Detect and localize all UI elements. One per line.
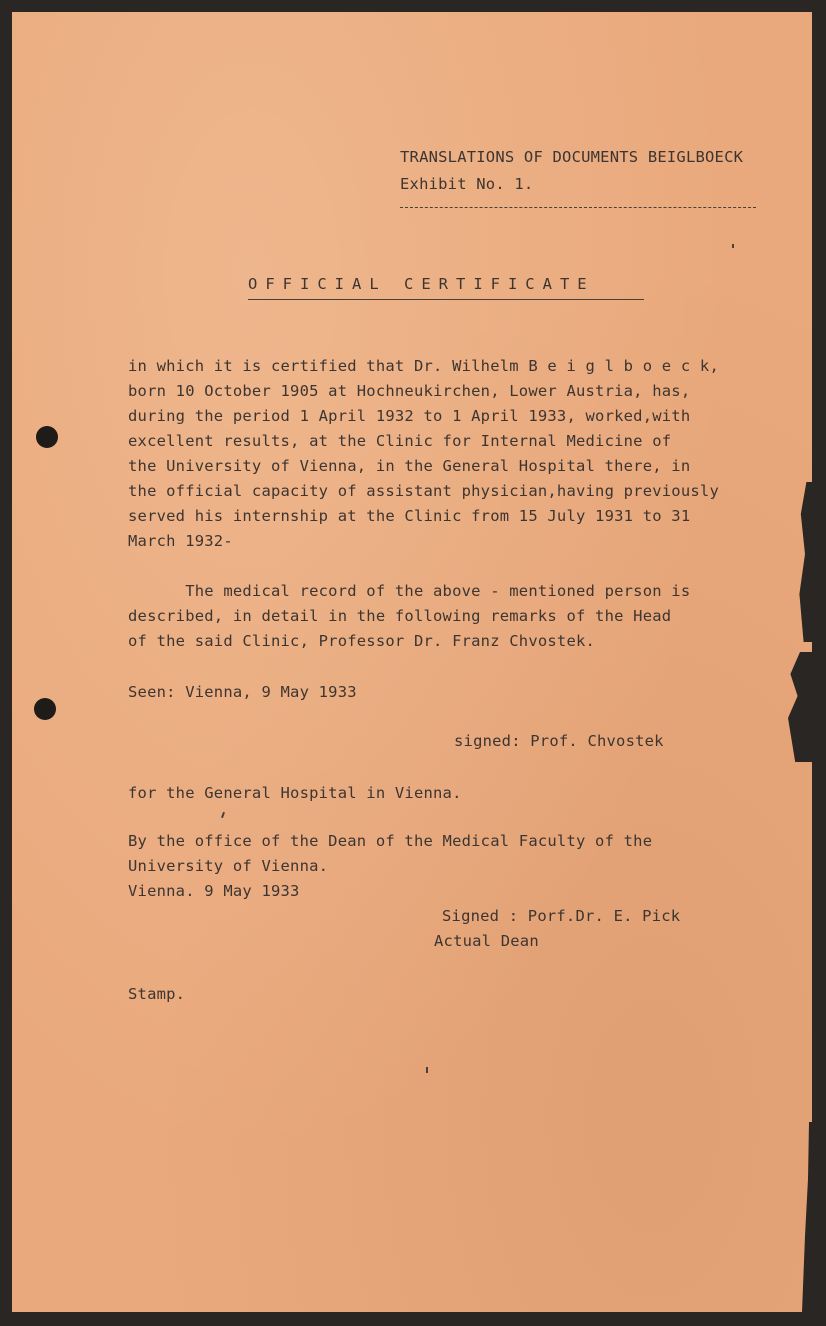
body-line: the University of Vienna, in the General Hospital there, in (128, 457, 691, 475)
punch-hole-bottom (34, 698, 56, 720)
stamp-note: Stamp. (128, 985, 186, 1003)
actual-dean: Actual Dean (434, 932, 539, 950)
body-line: born 10 October 1905 at Hochneukirchen, Lower Austria, has, (128, 382, 691, 400)
body-line: excellent results, at the Clinic for Internal Medicine of (128, 432, 672, 450)
body-line: March 1932- (128, 532, 233, 550)
seen-line: Seen: Vienna, 9 May 1933 (128, 683, 357, 701)
signature-pick: Signed : Porf.Dr. E. Pick (442, 907, 681, 925)
exhibit-number: Exhibit No. 1. (400, 175, 534, 193)
body-line: during the period 1 April 1932 to 1 April 1933, worked,with (128, 407, 691, 425)
punch-hole-top (36, 426, 58, 448)
edge-tear (798, 482, 812, 642)
paper-mark (732, 244, 734, 248)
body-line: the official capacity of assistant physician,having previously (128, 482, 719, 500)
paper-mark (426, 1067, 428, 1073)
paper-mark (221, 812, 225, 818)
header-underline (400, 207, 756, 208)
dean-office-line: University of Vienna. (128, 857, 329, 875)
document-title: OFFICIAL CERTIFICATE (248, 275, 595, 293)
document-page (12, 12, 812, 1312)
body-line: in which it is certified that Dr. Wilhelm B e i g l b o e c k, (128, 357, 719, 375)
dean-office-line: By the office of the Dean of the Medical Faculty of the (128, 832, 653, 850)
edge-tear (802, 1122, 812, 1312)
header-title: TRANSLATIONS OF DOCUMENTS BEIGLBOECK (400, 148, 744, 166)
edge-tear (788, 652, 812, 762)
title-underline (248, 299, 644, 300)
signature-chvostek: signed: Prof. Chvostek (454, 732, 664, 750)
hospital-line: for the General Hospital in Vienna. (128, 784, 462, 802)
body-line: of the said Clinic, Professor Dr. Franz Chvostek. (128, 632, 596, 650)
body-line: described, in detail in the following remarks of the Head (128, 607, 672, 625)
body-line: served his internship at the Clinic from 15 July 1931 to 31 (128, 507, 691, 525)
body-line: The medical record of the above - mentioned person is (128, 582, 691, 600)
dean-office-line: Vienna. 9 May 1933 (128, 882, 300, 900)
